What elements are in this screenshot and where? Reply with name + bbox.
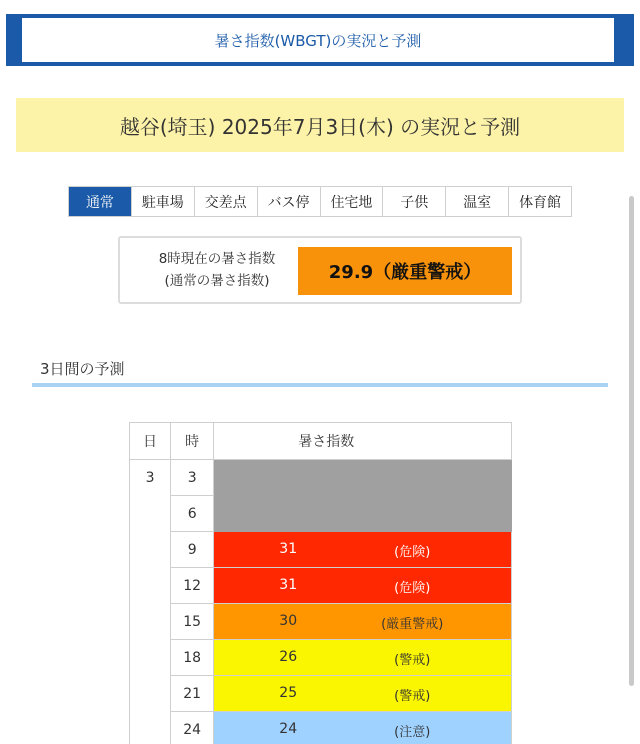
tab-gymnasium[interactable]: 体育館 [508, 187, 571, 216]
table-row [130, 496, 512, 532]
current-index-value: 29.9（厳重警戒） [298, 247, 512, 295]
header-hour: 時 [171, 423, 214, 460]
tab-residential[interactable]: 住宅地 [320, 187, 383, 216]
tab-normal[interactable]: 通常 [69, 187, 131, 216]
hour-cell: 18 [171, 640, 214, 676]
wbgt-value-cell [214, 496, 512, 532]
header-title[interactable]: 暑さ指数(WBGT)の実況と予測 [22, 18, 614, 62]
wbgt-value: 30 [279, 613, 298, 629]
wbgt-level: (厳重警戒) [381, 617, 444, 632]
table-row [130, 568, 512, 604]
top-header [6, 14, 634, 66]
wbgt-level: (危険) [394, 545, 431, 560]
hour-cell: 24 [171, 712, 214, 744]
table-row [130, 604, 512, 640]
tab-bus-stop[interactable]: バス停 [257, 187, 320, 216]
wbgt-value-cell [214, 460, 512, 496]
tab-greenhouse[interactable]: 温室 [445, 187, 508, 216]
hour-cell: 21 [171, 676, 214, 712]
hour-cell: 6 [171, 496, 214, 532]
wbgt-value: 31 [279, 577, 298, 593]
scrollbar[interactable] [629, 196, 634, 686]
header-day: 日 [130, 423, 171, 460]
forecast-body [130, 460, 512, 744]
wbgt-level: (注意) [394, 725, 431, 740]
wbgt-value-cell [214, 532, 512, 568]
hour-cell: 3 [171, 460, 214, 496]
section-divider [32, 383, 608, 387]
wbgt-value: 26 [279, 649, 298, 665]
table-row [130, 460, 512, 496]
forecast-table [129, 422, 512, 744]
header-value: 暑さ指数 [214, 423, 512, 460]
current-index-box [118, 236, 522, 304]
forecast-header-row [130, 423, 512, 460]
forecast-section-title: 3日間の予測 [40, 360, 125, 378]
current-index-label [134, 248, 300, 292]
tab-intersection[interactable]: 交差点 [194, 187, 257, 216]
tab-parking[interactable]: 駐車場 [131, 187, 194, 216]
table-row [130, 640, 512, 676]
wbgt-value: 25 [279, 685, 298, 701]
wbgt-level: (危険) [394, 581, 431, 596]
scenario-tabs [68, 186, 572, 217]
wbgt-value: 24 [279, 721, 298, 737]
hour-cell: 9 [171, 532, 214, 568]
current-label-line1: 8時現在の暑さ指数 [158, 251, 276, 267]
hour-cell: 12 [171, 568, 214, 604]
wbgt-value-cell [214, 712, 512, 744]
table-row [130, 532, 512, 568]
table-row [130, 676, 512, 712]
day-cell: 3 [130, 460, 171, 744]
wbgt-level: (警戒) [394, 653, 431, 668]
current-label-line2: (通常の暑さ指数) [164, 273, 270, 289]
table-row [130, 712, 512, 744]
wbgt-value-cell [214, 568, 512, 604]
tab-children[interactable]: 子供 [382, 187, 445, 216]
wbgt-level: (警戒) [394, 689, 431, 704]
wbgt-value: 31 [279, 541, 298, 557]
location-title: 越谷(埼玉) 2025年7月3日(木) の実況と予測 [16, 98, 624, 152]
wbgt-value-cell [214, 604, 512, 640]
wbgt-value-cell [214, 640, 512, 676]
wbgt-value-cell [214, 676, 512, 712]
hour-cell: 15 [171, 604, 214, 640]
